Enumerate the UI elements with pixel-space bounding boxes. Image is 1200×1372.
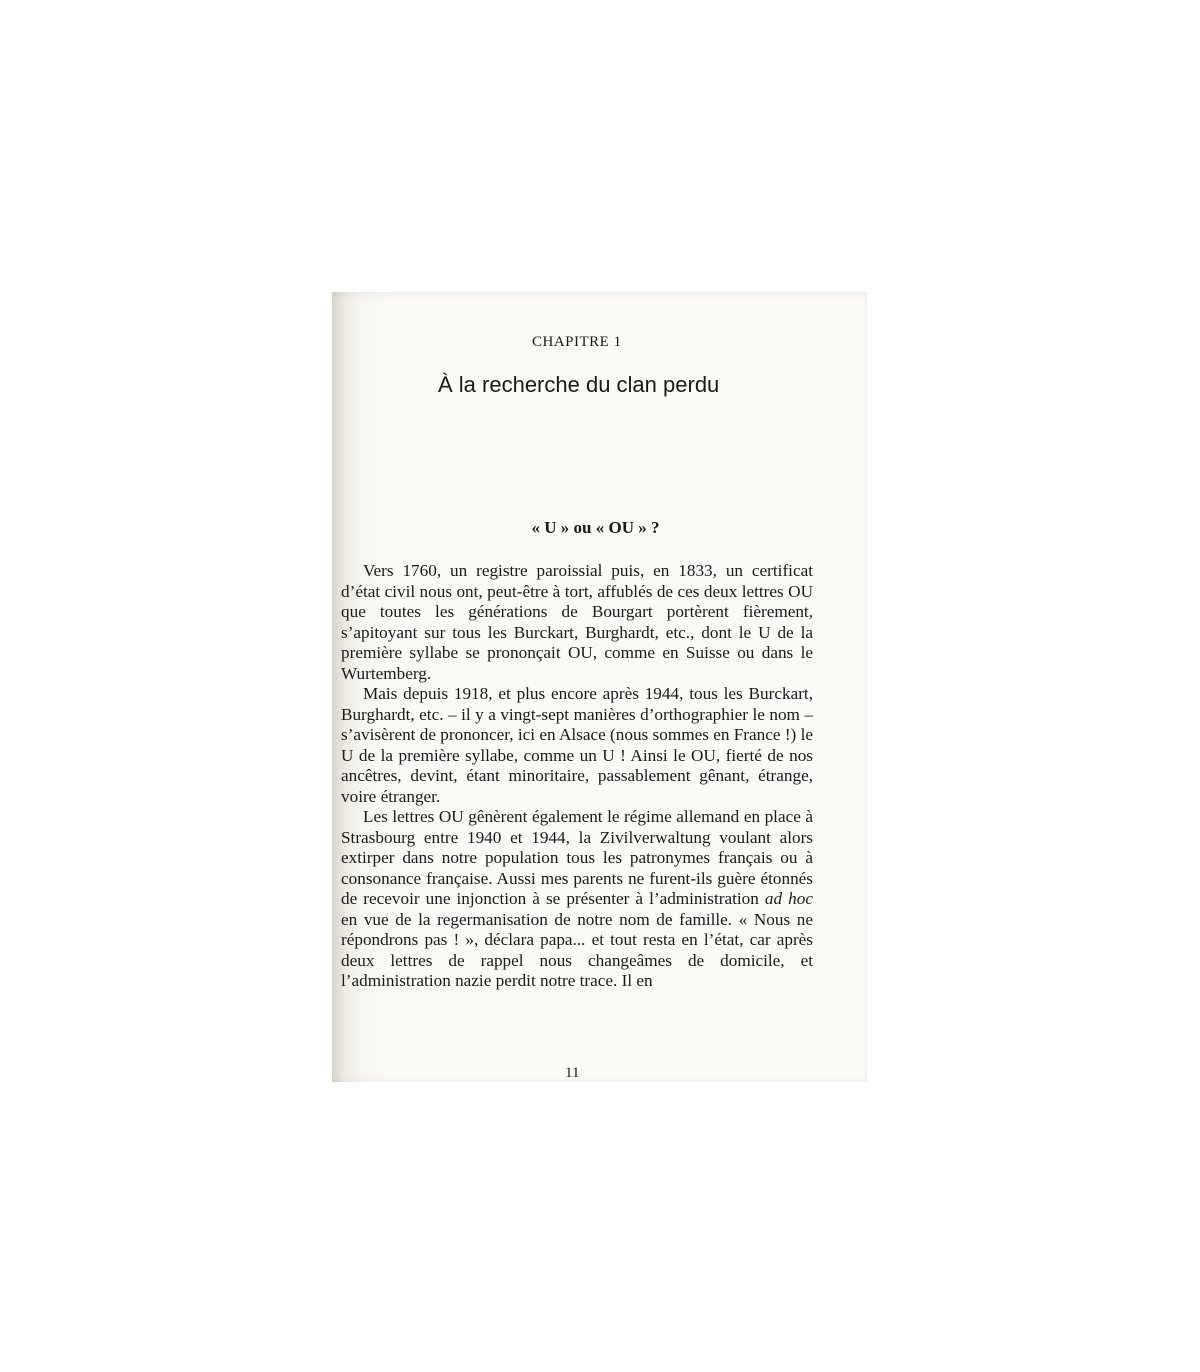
paragraph-3-end: en vue de la regermanisation de notre nom de famille. « Nous ne répondrons pas ! », déclara papa... et tout resta en l’état, car après deux lettres de rappel nous changeâmes de domicile, et l’administration nazie perdit notre trace. Il en <box>341 909 813 990</box>
section-heading: « U » ou « OU » ? <box>531 518 660 537</box>
body-text <box>341 561 813 992</box>
page-number: 11 <box>565 1065 580 1081</box>
book-page <box>332 292 867 1082</box>
italic-ad-hoc: ad hoc <box>764 889 813 908</box>
paragraph-1: Vers 1760, un registre paroissial puis, en 1833, un certificat d’état civil nous ont, peut-être à tort, affublés de ces deux lettres OU que toutes les générations de Bourgart portèrent fièrement, s’apitoyant sur tous les Burckart, Burghardt, etc., dont le U de la première syllabe se prononçait OU, comme en Suisse ou dans le Wurtemberg. <box>341 561 813 683</box>
paragraph-3 <box>341 807 813 992</box>
paragraph-2: Mais depuis 1918, et plus encore après 1944, tous les Burckart, Burghardt, etc. – il y a vingt-sept manières d’orthographier le nom – s’avisèrent de prononcer, ici en Alsace (nous sommes en France !) le U de la première syllabe, comme un U ! Ainsi le OU, fierté de nos ancêtres, devint, étant minoritaire, passablement gênant, étrange, voire étranger. <box>341 684 813 806</box>
paragraph-3-start: Les lettres OU gênèrent également le régime allemand en place à Strasbourg entre 1940 et 1944, la Zivilverwaltung voulant alors extirper dans notre population tous les patronymes français ou à consonance française. Aussi mes parents ne furent-ils guère étonnés de recevoir une injonction à se présenter à l’administration <box>341 807 813 908</box>
chapter-label: CHAPITRE 1 <box>532 334 622 350</box>
chapter-title: À la recherche du clan perdu <box>438 372 720 397</box>
